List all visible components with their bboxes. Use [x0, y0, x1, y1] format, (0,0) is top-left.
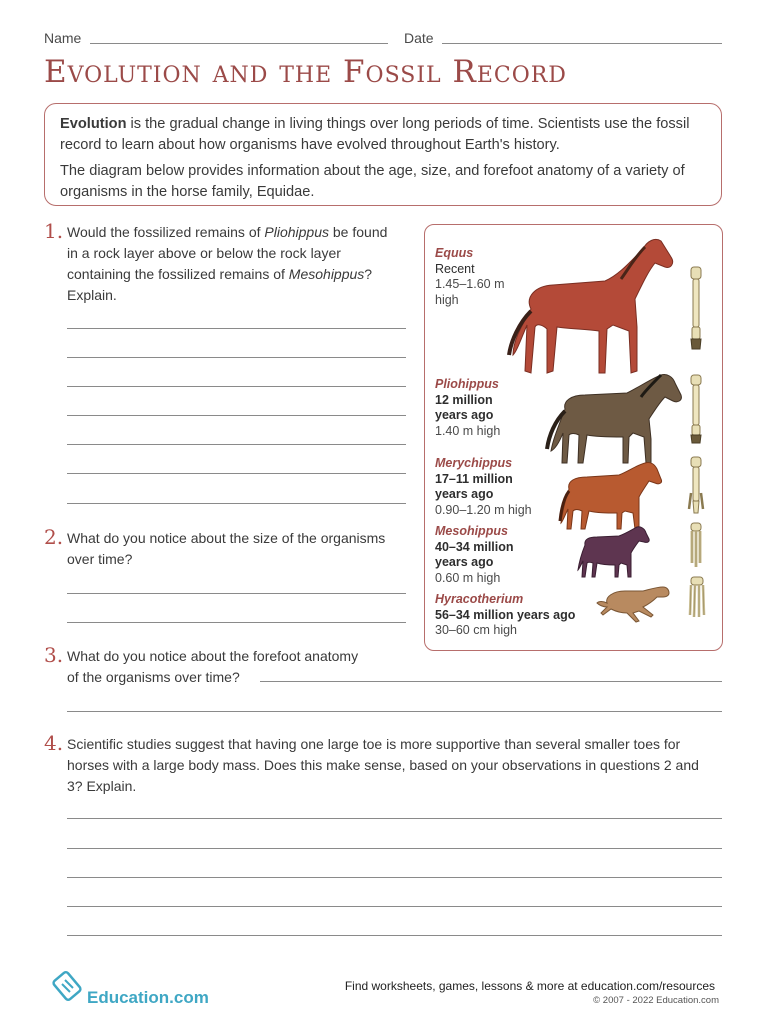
q1-part: Would the fossilized remains of — [67, 224, 265, 240]
species-height: 0.90–1.20 m high — [435, 502, 532, 517]
species-age: 56–34 million years ago — [435, 607, 576, 622]
education-logo-icon — [52, 970, 86, 1004]
question-2-text: What do you notice about the size of the organisms over time? — [67, 530, 386, 567]
intro-paragraph-1 — [60, 114, 707, 155]
pliohippus-horse-image — [547, 374, 681, 463]
mesohippus-forefoot-bone — [691, 523, 701, 567]
answer-line[interactable] — [67, 386, 406, 387]
name-field[interactable] — [90, 43, 388, 44]
question-4-text: Scientific studies suggest that having one large toe is more supportive than several smaller toes for horses with a large body mass. Does this make sense, based on your observations in questions 2 and 3? Explain. — [67, 736, 699, 794]
answer-line[interactable] — [67, 328, 406, 329]
equus-forefoot-bone — [691, 267, 701, 349]
answer-line[interactable] — [67, 711, 722, 712]
answer-line[interactable] — [67, 444, 406, 445]
hyracotherium-image — [597, 587, 669, 622]
intro-paragraph-1-text: is the gradual change in living things over long periods of time. Scientists use the fossil record to learn about how organisms have evolved throughout Earth's history. — [60, 116, 690, 153]
question-3-number: 3. — [44, 643, 64, 667]
species-name: Mesohippus — [435, 524, 508, 538]
species-height: 1.45–1.60 m high — [435, 277, 505, 307]
page-title: Evolution and the Fossil Record — [44, 54, 567, 90]
species-age: 12 million years ago — [435, 392, 494, 422]
answer-line[interactable] — [67, 415, 406, 416]
answer-line[interactable] — [67, 848, 722, 849]
horse-illustrations — [495, 231, 720, 649]
date-field[interactable] — [442, 43, 722, 44]
q1-part: ? Explain. — [67, 266, 373, 303]
q1-species-2: Mesohippus — [288, 266, 365, 282]
question-1-number: 1. — [44, 219, 64, 243]
name-label: Name — [44, 30, 82, 46]
merychippus-forefoot-bone — [689, 457, 703, 513]
question-3-line-2: of the organisms over time? — [67, 669, 240, 685]
intro-paragraph-2: The diagram below provides information about the age, size, and forefoot anatomy of a variety of organisms in the horse family, Equidae. — [60, 163, 685, 200]
species-age: 17–11 million years ago — [435, 471, 513, 501]
answer-line[interactable] — [67, 473, 406, 474]
species-age: Recent — [435, 261, 475, 276]
question-4-number: 4. — [44, 731, 64, 755]
equus-horse-image — [509, 239, 673, 373]
answer-line[interactable] — [67, 935, 722, 936]
question-1-text — [67, 222, 397, 306]
answer-line[interactable] — [67, 503, 406, 504]
species-name: Merychippus — [435, 456, 513, 470]
species-age: 40–34 million years ago — [435, 539, 514, 569]
merychippus-horse-image — [560, 462, 662, 529]
horse-evolution-diagram — [424, 224, 723, 651]
answer-line[interactable] — [67, 357, 406, 358]
intro-box — [44, 103, 722, 206]
date-label: Date — [404, 30, 434, 46]
answer-line[interactable] — [67, 818, 722, 819]
species-name: Equus — [435, 246, 474, 260]
answer-line[interactable] — [67, 622, 406, 623]
species-height: 0.60 m high — [435, 570, 501, 585]
q1-species-1: Pliohippus — [264, 224, 329, 240]
answer-line[interactable] — [67, 906, 722, 907]
pliohippus-forefoot-bone — [691, 375, 701, 443]
education-logo-text[interactable]: Education.com — [87, 988, 209, 1007]
footer-copyright: © 2007 - 2022 Education.com — [593, 995, 719, 1006]
species-name: Pliohippus — [435, 377, 499, 391]
mesohippus-horse-image — [578, 527, 649, 577]
question-2-number: 2. — [44, 525, 64, 549]
species-name: Hyracotherium — [435, 592, 524, 606]
answer-line[interactable] — [260, 681, 722, 682]
question-3-line-1: What do you notice about the forefoot anatomy — [67, 648, 359, 664]
hyracotherium-forefoot-bone — [690, 577, 704, 617]
intro-term: Evolution — [60, 116, 127, 132]
species-height: 30–60 cm high — [435, 623, 518, 637]
footer-tagline[interactable]: Find worksheets, games, lessons & more at education.com/resources — [344, 979, 715, 993]
answer-line[interactable] — [67, 593, 406, 594]
species-height: 1.40 m high — [435, 423, 501, 438]
q1-part: be found in a rock layer above or below the rock layer containing the fossilized remains of — [67, 224, 388, 282]
answer-line[interactable] — [67, 877, 722, 878]
